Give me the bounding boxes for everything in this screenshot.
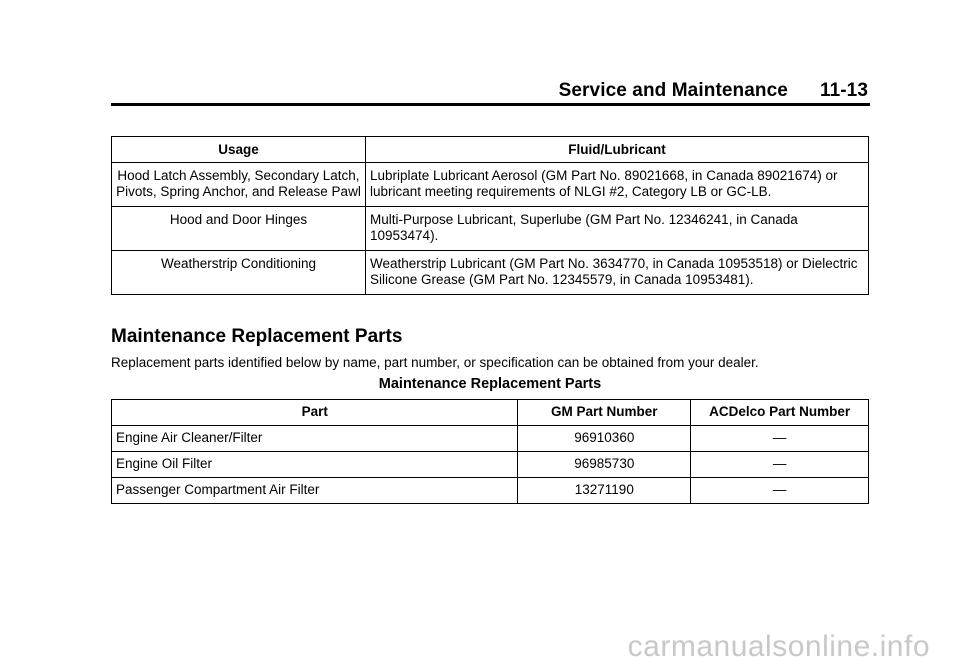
usage-cell: Hood and Door Hinges [112, 207, 366, 251]
section-title: Maintenance Replacement Parts [111, 326, 403, 347]
acdelco-part-number-cell: — [691, 452, 869, 478]
page-number: 11-13 [819, 80, 868, 101]
table-row [112, 207, 869, 251]
table-header-row [112, 137, 869, 163]
gm-part-number-cell: 96985730 [518, 452, 691, 478]
column-header-fluid: Fluid/Lubricant [366, 137, 869, 163]
table-caption: Maintenance Replacement Parts [378, 376, 602, 392]
fluid-cell: Weatherstrip Lubricant (GM Part No. 3634770, in Canada 10953518) or Dielectric Silicone Grease (GM Part No. 12345579, in Canada 10953481). [366, 251, 869, 295]
section-header-title: Service and Maintenance [558, 80, 788, 101]
acdelco-part-number-cell: — [691, 478, 869, 504]
table-row [112, 478, 869, 504]
usage-cell: Hood Latch Assembly, Secondary Latch, Pivots, Spring Anchor, and Release Pawl [112, 163, 366, 207]
fluid-cell: Multi-Purpose Lubricant, Superlube (GM Part No. 12346241, in Canada 10953474). [366, 207, 869, 251]
table-row [112, 251, 869, 295]
part-name-cell: Passenger Compartment Air Filter [112, 478, 518, 504]
fluids-lubricants-table [111, 136, 869, 295]
watermark-logo: carmanualsonline.info [627, 630, 930, 663]
gm-part-number-cell: 96910360 [518, 426, 691, 452]
column-header-usage: Usage [112, 137, 366, 163]
column-header-gm-part-number: GM Part Number [518, 400, 691, 426]
table-header-row [112, 400, 869, 426]
table-row [112, 452, 869, 478]
acdelco-part-number-cell: — [691, 426, 869, 452]
replacement-parts-table [111, 399, 869, 504]
table-row [112, 426, 869, 452]
column-header-part: Part [112, 400, 518, 426]
page-header [559, 80, 868, 102]
usage-cell: Weatherstrip Conditioning [112, 251, 366, 295]
part-name-cell: Engine Oil Filter [112, 452, 518, 478]
column-header-acdelco-part-number: ACDelco Part Number [691, 400, 869, 426]
fluid-cell: Lubriplate Lubricant Aerosol (GM Part No. 89021668, in Canada 89021674) or lubricant meeting requirements of NLGI #2, Category LB or GC-LB. [366, 163, 869, 207]
section-intro: Replacement parts identified below by name, part number, or specification can be obtained from your dealer. [111, 355, 759, 370]
part-name-cell: Engine Air Cleaner/Filter [112, 426, 518, 452]
table-row [112, 163, 869, 207]
gm-part-number-cell: 13271190 [518, 478, 691, 504]
header-rule [111, 103, 870, 106]
